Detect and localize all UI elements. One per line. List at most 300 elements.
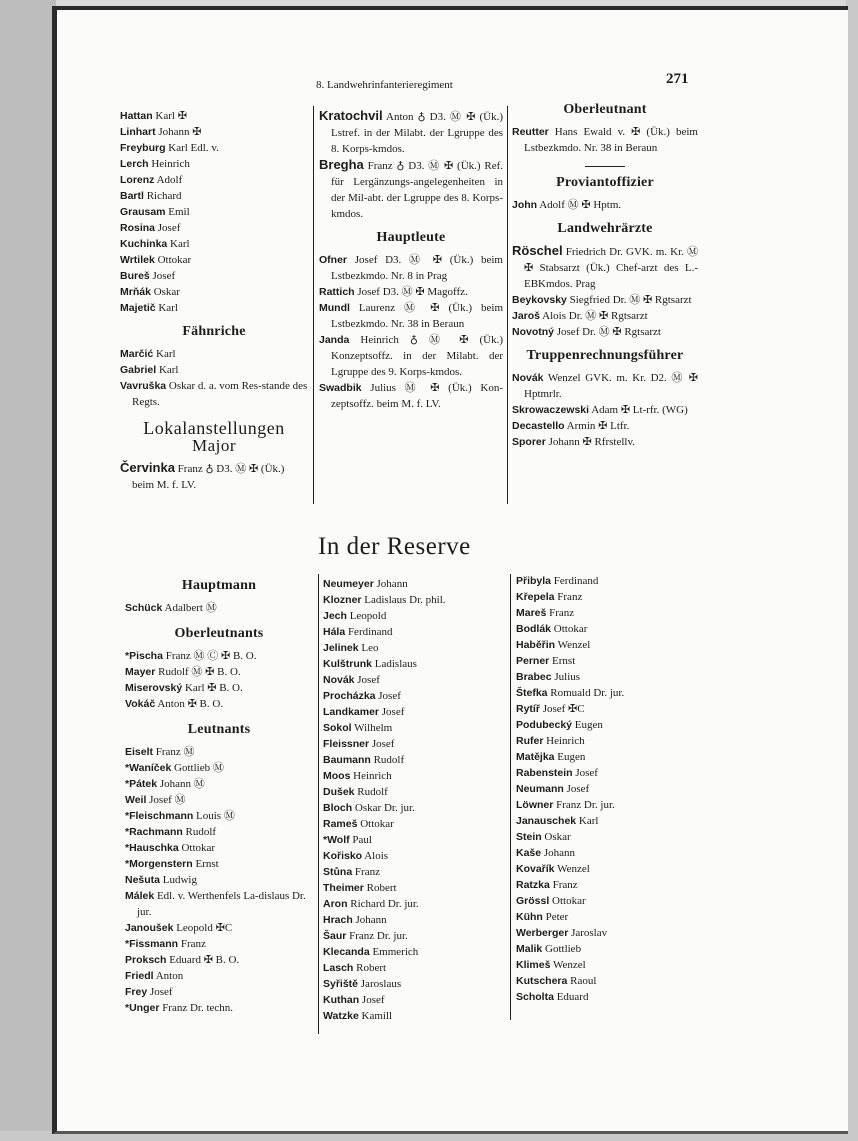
list-item <box>323 656 503 672</box>
list-item <box>323 928 503 944</box>
entry-details: Heinrich <box>148 158 190 170</box>
entry-name: Decastello <box>512 420 565 432</box>
list-item <box>516 925 696 941</box>
list-item <box>516 637 696 653</box>
entry-details: Rudolf <box>354 786 388 798</box>
entry-details: Romuald Dr. jur. <box>547 687 625 699</box>
entry-details: Jaroslav <box>568 927 608 939</box>
entry-name: Grausam <box>120 206 166 218</box>
entry-details: Johann ✠ Rfrstellv. <box>545 436 636 448</box>
entry-details: Wenzel <box>550 959 586 971</box>
column-rule <box>318 574 319 1034</box>
list-item <box>512 402 698 418</box>
entry-name: Křepela <box>516 591 555 603</box>
entry-details: Josef <box>369 738 395 750</box>
entry-name: Bloch <box>323 802 353 814</box>
entry-list <box>323 576 503 1024</box>
entry-details: Gottlieb <box>542 943 582 955</box>
entry-name: Klimeš <box>516 959 551 971</box>
entry-details: Leopold ✠C <box>173 922 233 934</box>
list-item <box>125 888 313 920</box>
entry-details: Josef <box>572 767 598 779</box>
entry-details: Franz Dr. jur. <box>346 930 408 942</box>
entry-name: Vokáč <box>125 698 156 710</box>
entry-name: Linhart <box>120 126 156 138</box>
entry-details: Eduard ✠ B. O. <box>166 954 240 966</box>
entry-name: Kuchinka <box>120 238 168 250</box>
entry-name: Eiselt <box>125 746 154 758</box>
list-item <box>120 252 308 268</box>
list-item <box>120 172 308 188</box>
entry-details: Franz <box>352 866 380 878</box>
entry-name: Reutter <box>512 126 549 138</box>
entry-name: Theimer <box>323 882 364 894</box>
list-item <box>516 957 696 973</box>
entry-details: Josef <box>563 783 590 795</box>
entry-details: Franz <box>178 938 206 950</box>
list-item <box>125 1000 313 1016</box>
entry-name: Ratzka <box>516 879 550 891</box>
list-item <box>516 701 696 717</box>
entry-name: Kovařík <box>516 863 555 875</box>
entry-name: Löwner <box>516 799 554 811</box>
entry-name: Neumann <box>516 783 564 795</box>
list-item <box>516 717 696 733</box>
entry-details: Heinrich <box>543 735 585 747</box>
list-item <box>120 156 308 172</box>
entry-details: Julius Ⓜ ✠ (Ük.) Kon-zeptsoffz. beim M. f. LV. <box>331 382 503 410</box>
entry-details: Wilhelm <box>351 722 393 734</box>
entry-details: Richard Dr. jur. <box>347 898 419 910</box>
entry-name: Hattan <box>120 110 153 122</box>
entry-name: Klecanda <box>323 946 370 958</box>
entry-name: Novotný <box>512 326 554 338</box>
entry-name: Neumeyer <box>323 578 374 590</box>
entry-name: Syřiště <box>323 978 359 990</box>
entry-details: Eugen <box>554 751 586 763</box>
list-item <box>125 920 313 936</box>
entry-details: Armin ✠ Ltfr. <box>564 420 630 432</box>
entry-list <box>512 370 698 450</box>
entry-details: Josef D3. Ⓜ ✠ Magoffz. <box>354 286 468 298</box>
column-rule <box>313 106 314 504</box>
entry-details: Robert <box>363 882 397 894</box>
list-item <box>125 648 313 664</box>
entry-name: Kratochvil <box>319 108 383 123</box>
list-item <box>125 856 313 872</box>
entry-name: Swadbik <box>319 382 362 394</box>
entry-details: Karl ✠ B. O. <box>182 682 243 694</box>
entry-name: Skrowaczewski <box>512 404 590 416</box>
entry-name: Scholta <box>516 991 554 1003</box>
entry-details: Ottokar <box>178 842 216 854</box>
entry-name: Grössl <box>516 895 550 907</box>
list-item <box>512 124 698 156</box>
heading-lokalanstellungen: Lokalanstellungen <box>143 418 285 438</box>
entry-details: Ferdinand <box>551 575 599 587</box>
entry-name: Freyburg <box>120 142 166 154</box>
entry-name: Mareš <box>516 607 547 619</box>
entry-details: Louis Ⓜ <box>193 810 235 822</box>
entry-name: Málek <box>125 890 155 902</box>
entry-list <box>512 197 698 213</box>
heading-oberleutnants: Oberleutnants <box>174 626 264 641</box>
list-item <box>120 124 308 140</box>
list-item <box>319 300 503 332</box>
entry-name: *Hauschka <box>125 842 179 854</box>
list-item <box>516 989 696 1005</box>
entry-details: Karl <box>153 348 176 360</box>
entry-name: Lerch <box>120 158 149 170</box>
entry-details: Wenzel <box>555 639 591 651</box>
entry-details: Edl. v. Werthenfels La-dislaus Dr. jur. <box>137 890 306 918</box>
section-rule <box>585 166 625 167</box>
entry-name: Haběřin <box>516 639 556 651</box>
list-item <box>120 346 308 362</box>
list-item <box>323 592 503 608</box>
list-item <box>516 781 696 797</box>
entry-name: Rufer <box>516 735 544 747</box>
entry-details: Ferdinand <box>345 626 393 638</box>
entry-details: Peter <box>542 911 569 923</box>
entry-name: *Wolf <box>323 834 350 846</box>
entry-name: Novák <box>512 372 544 384</box>
list-item <box>120 268 308 284</box>
entry-details: Johann <box>541 847 576 859</box>
entry-name: Moos <box>323 770 351 782</box>
entry-details: Adolf Ⓜ ✠ Hptm. <box>537 199 622 211</box>
entry-details: Rudolf Ⓜ ✠ B. O. <box>155 666 241 678</box>
entry-list <box>125 648 313 712</box>
heading-major: Major <box>191 436 237 455</box>
entry-name: Janda <box>319 334 350 346</box>
entry-name: Gabriel <box>120 364 157 376</box>
list-item <box>323 640 503 656</box>
list-item <box>125 936 313 952</box>
list-item <box>125 968 313 984</box>
entry-details: Ernst <box>549 655 576 667</box>
list-item <box>120 300 308 316</box>
list-item <box>125 840 313 856</box>
list-item <box>516 845 696 861</box>
list-item <box>323 1008 503 1024</box>
list-item <box>516 573 696 589</box>
list-item <box>125 808 313 824</box>
entry-list <box>319 108 503 222</box>
entry <box>512 243 698 292</box>
heading-landwehraerzte: Landwehrärzte <box>557 221 653 236</box>
entry-details: Jaroslaus <box>358 978 402 990</box>
list-item <box>125 696 313 712</box>
entry-details: Adalbert Ⓜ <box>162 602 217 614</box>
entry-name: Rameš <box>323 818 358 830</box>
entry-details: Wenzel GVK. m. Kr. D2. Ⓜ ✠ Hptmrlr. <box>524 372 698 400</box>
entry-name: Watzke <box>323 1010 359 1022</box>
page-number: 271 <box>666 71 689 87</box>
entry-name: Mrňák <box>120 286 151 298</box>
entry-name: Rosina <box>120 222 156 234</box>
heading-hauptmann: Hauptmann <box>181 578 257 593</box>
list-item <box>125 760 313 776</box>
entry-name: Bodlák <box>516 623 552 635</box>
list-item <box>125 600 313 616</box>
running-title: 8. Landwehrinfanterieregiment <box>316 79 453 91</box>
entry-details: Franz Ⓜ <box>153 746 195 758</box>
entry-details: Josef ✠C <box>539 703 585 715</box>
list-item <box>125 664 313 680</box>
entry-name: *Morgenstern <box>125 858 193 870</box>
entry-name: Beykovsky <box>512 294 567 306</box>
entry-details: Ottokar <box>154 254 192 266</box>
list-item <box>319 108 503 157</box>
entry-details: Oskar <box>150 286 180 298</box>
entry-details: Raoul <box>567 975 597 987</box>
list-item <box>516 589 696 605</box>
entry-details: Heinrich <box>350 770 392 782</box>
major-entry <box>120 460 308 493</box>
entry-details: Josef <box>149 270 176 282</box>
list-item <box>323 608 503 624</box>
list-item <box>125 680 313 696</box>
list-item <box>125 952 313 968</box>
entry-name: Přibyla <box>516 575 552 587</box>
entry-details: Franz ♁ D3. Ⓜ ✠ (Ük.) beim M. f. LV. <box>132 463 285 491</box>
entry-name: Majetič <box>120 302 156 314</box>
list-item <box>323 832 503 848</box>
entry-name: Röschel <box>512 243 563 258</box>
entry-details: Hans Ewald v. ✠ (Ük.) beim Lstbezkmdo. Nr. 38 in Beraun <box>524 126 698 154</box>
heading-oberleutnant: Oberleutnant <box>563 102 647 117</box>
entry-name: Jech <box>323 610 347 622</box>
entry-name: Matějka <box>516 751 555 763</box>
list-item <box>120 220 308 236</box>
entry-details: Josef <box>354 674 380 686</box>
list-item <box>323 752 503 768</box>
list-item <box>323 576 503 592</box>
list-item <box>323 912 503 928</box>
list-item <box>516 813 696 829</box>
entry-name: Miserovský <box>125 682 183 694</box>
entry-details: Ladislaus Dr. phil. <box>361 594 446 606</box>
list-item <box>512 324 698 340</box>
list-item <box>516 893 696 909</box>
list-item <box>323 992 503 1008</box>
entry-details: Johann ✠ <box>155 126 202 138</box>
top-column-3 <box>512 102 698 450</box>
entry-name: Perner <box>516 655 550 667</box>
list-item <box>512 418 698 434</box>
list-item <box>319 284 503 300</box>
entry-name: Rytíř <box>516 703 540 715</box>
list-item <box>120 188 308 204</box>
entry-details: Wenzel <box>554 863 590 875</box>
entry-details: Leopold <box>346 610 387 622</box>
column-rule <box>507 106 508 504</box>
entry-details: Josef Dr. Ⓜ ✠ Rgtsarzt <box>554 326 661 338</box>
list-item <box>323 736 503 752</box>
entry-name: Hrach <box>323 914 353 926</box>
column-rule <box>510 574 511 1020</box>
heading-faehnriche: Fähnriche <box>182 324 246 339</box>
entry-list <box>125 600 313 616</box>
entry-details: Richard <box>143 190 182 202</box>
list-item <box>512 197 698 213</box>
list-item <box>516 749 696 765</box>
entry-details: Ottokar <box>357 818 394 830</box>
list-item <box>323 816 503 832</box>
entry-details: Josef <box>359 994 385 1006</box>
entry-name: Kuthan <box>323 994 360 1006</box>
entry-details: Alois Dr. Ⓜ ✠ Rgtsarzt <box>540 310 648 322</box>
entry-name: Podubecký <box>516 719 573 731</box>
list-item <box>512 308 698 324</box>
entry-name: Vavruška <box>120 380 167 392</box>
entry-name: Kutschera <box>516 975 568 987</box>
list-item <box>516 877 696 893</box>
entry-name: Brabec <box>516 671 552 683</box>
entry-name: Wrtilek <box>120 254 155 266</box>
list-item <box>323 848 503 864</box>
entry-details: Gottlieb Ⓜ <box>171 762 224 774</box>
entry-name: Rattich <box>319 286 355 298</box>
entry-name: Jaroš <box>512 310 541 322</box>
list-item <box>323 944 503 960</box>
entry-name: Werberger <box>516 927 569 939</box>
list-item <box>516 605 696 621</box>
list-item <box>512 292 698 308</box>
list-item <box>323 768 503 784</box>
entry-details: Karl Edl. v. <box>165 142 219 154</box>
entry-name: Sporer <box>512 436 546 448</box>
entry-list <box>512 124 698 156</box>
entry-details: Ernst <box>192 858 219 870</box>
entry-list <box>319 252 503 412</box>
entry-name: *Pátek <box>125 778 158 790</box>
list-item <box>323 704 503 720</box>
entry-name: Aron <box>323 898 348 910</box>
scan-border-left <box>0 0 56 1141</box>
entry-name: Bartl <box>120 190 144 202</box>
entry-details: Franz Dr. jur. <box>553 799 615 811</box>
list-item <box>516 733 696 749</box>
entry-details: Laurenz Ⓜ ✠ (Ük.) beim Lstbezkmdo. Nr. 38 in Beraun <box>331 302 503 330</box>
entry-name: Kulštrunk <box>323 658 373 670</box>
reserve-column-2 <box>323 576 503 1024</box>
entry-details: Adolf <box>154 174 183 186</box>
entry-name: *Rachmann <box>125 826 183 838</box>
list-item <box>516 669 696 685</box>
entry-details: Ludwig <box>160 874 197 886</box>
entry-name: Klozner <box>323 594 362 606</box>
entry-list <box>125 744 313 1016</box>
entry-details: Robert <box>353 962 387 974</box>
list-item <box>120 378 308 410</box>
reserve-column-1 <box>125 578 313 1016</box>
entry-name: Janauschek <box>516 815 577 827</box>
heading-in-der-reserve: In der Reserve <box>318 533 471 560</box>
list-item <box>319 380 503 412</box>
top-column-2 <box>319 108 503 412</box>
entry-details: Rudolf <box>182 826 217 838</box>
reserve-column-3 <box>516 573 696 1005</box>
heading-proviantoffizier: Proviantoffizier <box>556 175 654 190</box>
list-item <box>120 284 308 300</box>
list-item <box>120 236 308 252</box>
entry-details: Anton ♁ D3. Ⓜ ✠ (Ük.) Lstref. in der Milabt. der Lgruppe des 8. Korps-kmdos. <box>331 111 503 155</box>
entry-name: Frey <box>125 986 148 998</box>
list-item <box>323 624 503 640</box>
entry-details: Friedrich Dr. GVK. m. Kr. Ⓜ ✠ Stabsarzt (Ük.) Chef-arzt des L.-EBKmdos. Prag <box>524 246 698 290</box>
entry-name: Mayer <box>125 666 156 678</box>
entry-name: Weil <box>125 794 147 806</box>
list-item <box>323 880 503 896</box>
entry-name: Proksch <box>125 954 167 966</box>
entry-name: Fleissner <box>323 738 370 750</box>
entry-details: Alois <box>362 850 389 862</box>
entry-details: Adam ✠ Lt-rfr. (WG) <box>589 404 688 416</box>
list-item <box>516 941 696 957</box>
list-item <box>516 909 696 925</box>
entry-details: Franz <box>554 591 583 603</box>
entry-name: Bregha <box>319 157 364 172</box>
entry-name: Dušek <box>323 786 355 798</box>
entry-name: *Fleischmann <box>125 810 194 822</box>
entry-details: Emil <box>165 206 190 218</box>
entry-name: Hála <box>323 626 346 638</box>
list-item <box>323 976 503 992</box>
list-item <box>323 896 503 912</box>
entry-name: Friedl <box>125 970 154 982</box>
heading-truppenrechnungsfuehrer: Truppenrechnungsführer <box>526 348 684 363</box>
entry-details: Ottokar <box>549 895 586 907</box>
entry-details: Franz <box>549 879 578 891</box>
entry-details: Karl <box>576 815 599 827</box>
entry-name: Sokol <box>323 722 352 734</box>
entry-details: Oskar <box>541 831 571 843</box>
entry-name: Kühn <box>516 911 543 923</box>
entry-name: John <box>512 199 538 211</box>
entry-details: Josef Ⓜ <box>146 794 186 806</box>
list-item <box>323 720 503 736</box>
list-item <box>120 140 308 156</box>
entry-details: Ladislaus <box>372 658 417 670</box>
entry-name: Baumann <box>323 754 371 766</box>
list-item <box>120 204 308 220</box>
entry-name: *Pischa <box>125 650 163 662</box>
list-item <box>323 784 503 800</box>
list-item <box>319 157 503 222</box>
entry-details: Josef <box>147 986 173 998</box>
list-item <box>516 765 696 781</box>
entry-name: Schück <box>125 602 163 614</box>
list-item <box>125 776 313 792</box>
list-item <box>125 824 313 840</box>
entry-details: Paul <box>349 834 372 846</box>
entry-details: Josef <box>379 706 405 718</box>
entry-details: Siegfried Dr. Ⓜ ✠ Rgtsarzt <box>566 294 692 306</box>
list-item <box>323 800 503 816</box>
entry-details: Julius <box>551 671 581 683</box>
entry-details: Karl <box>167 238 190 250</box>
entry-details: Josef D3. Ⓜ ✠ (Ük.) beim Lstbezkmdo. Nr. 8 in Prag <box>331 254 503 282</box>
list-item <box>512 370 698 402</box>
entry-name: Bureš <box>120 270 150 282</box>
entry-details: Karl <box>156 364 179 376</box>
entry-details: Eduard <box>553 991 589 1003</box>
entry-details: Josef <box>155 222 181 234</box>
entry-name: Lasch <box>323 962 354 974</box>
entry-details: Leo <box>358 642 379 654</box>
